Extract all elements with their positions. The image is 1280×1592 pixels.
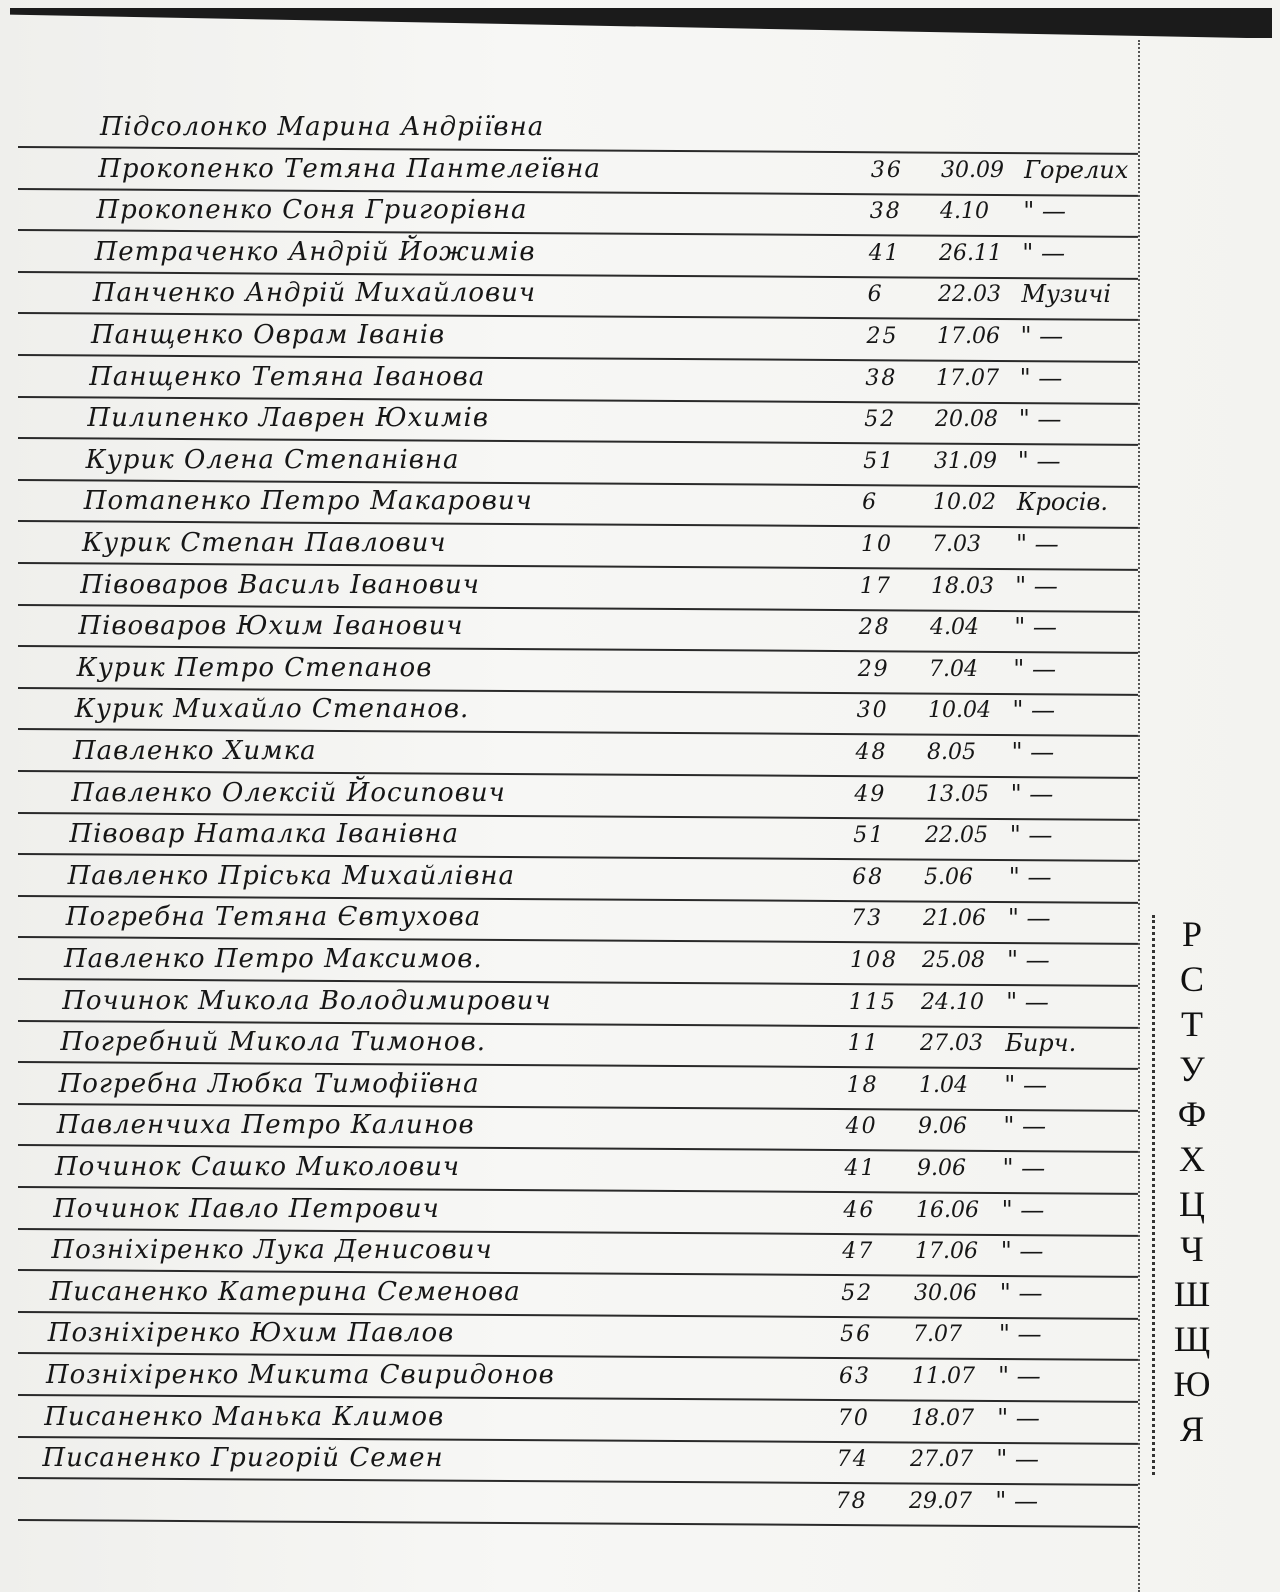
record-date: 4.10	[940, 199, 989, 225]
record-place: " —	[1007, 946, 1050, 974]
ledger-row	[0, 1318, 1160, 1352]
record-date: 22.05	[925, 823, 988, 849]
record-place: Бирч.	[1005, 1029, 1077, 1058]
person-name: Півоваров Василь Іванович	[80, 569, 480, 600]
record-number: 63	[839, 1364, 871, 1389]
ledger-row	[0, 195, 1160, 229]
index-tab-letter[interactable]: Ц	[1179, 1184, 1205, 1224]
record-place: " —	[1016, 530, 1059, 558]
person-name: Писаненко Катерина Семенова	[49, 1276, 521, 1307]
record-number: 56	[840, 1322, 873, 1348]
record-number: 51	[863, 448, 896, 474]
record-number: 52	[864, 407, 897, 433]
ledger-row	[0, 1402, 1160, 1436]
ledger-row	[0, 320, 1160, 354]
record-number: 30	[856, 698, 889, 724]
ledger-row	[0, 986, 1160, 1020]
record-number: 38	[865, 365, 898, 391]
record-date: 10.04	[928, 698, 991, 724]
ledger-row	[0, 819, 1160, 853]
person-name: Починок Павло Петрович	[53, 1193, 440, 1224]
record-date: 1.04	[919, 1072, 968, 1098]
record-place: " —	[1013, 654, 1056, 683]
record-date: 18.03	[931, 573, 994, 599]
person-name: Павленко Пріська Михайлівна	[67, 860, 515, 891]
ledger-row	[0, 570, 1160, 604]
record-place: " —	[1012, 696, 1056, 725]
index-tab-letter[interactable]: Р	[1181, 914, 1203, 954]
ledger-row	[0, 1027, 1160, 1061]
ledger-row	[0, 237, 1160, 271]
person-name: Позніхіренко Лука Денисович	[51, 1235, 493, 1266]
ledger-row	[0, 1235, 1160, 1269]
ledger-row	[0, 778, 1160, 812]
record-date: 30.09	[941, 157, 1004, 183]
record-date: 16.06	[916, 1197, 979, 1223]
record-date: 4.04	[930, 615, 979, 641]
record-number: 46	[843, 1197, 876, 1223]
record-number: 73	[851, 906, 884, 932]
ledger-row	[0, 278, 1160, 312]
record-date: 17.06	[915, 1239, 978, 1265]
record-place: " —	[1015, 571, 1058, 600]
record-place: " —	[1023, 197, 1066, 226]
record-number: 70	[837, 1405, 870, 1431]
person-name: Півовар Наталка Іванівна	[69, 819, 459, 850]
record-place: " —	[995, 1486, 1038, 1515]
record-place: Горелих	[1024, 155, 1129, 184]
ledger-row	[0, 653, 1160, 687]
person-name: Прокопенко Соня Григорівна	[96, 195, 528, 226]
index-tab-letter[interactable]: Ф	[1177, 1094, 1207, 1134]
person-name: Панченко Андрій Михайлович	[92, 278, 537, 309]
record-date: 30.06	[914, 1280, 977, 1306]
record-number: 49	[854, 781, 887, 807]
ledger-row	[0, 445, 1160, 479]
record-number: 51	[853, 823, 886, 849]
record-number: 17	[859, 573, 892, 599]
record-number: 74	[836, 1447, 869, 1473]
person-name: Погребний Микола Тимонов.	[60, 1027, 486, 1058]
top-rule	[10, 8, 1272, 38]
record-number: 10	[861, 532, 893, 557]
record-place: " —	[1003, 1112, 1047, 1141]
record-number: 40	[845, 1114, 878, 1140]
person-name: Півоваров Юхим Іванович	[78, 611, 464, 642]
record-date: 31.09	[934, 448, 997, 474]
index-tab-letter[interactable]: Щ	[1173, 1319, 1211, 1359]
record-place: " —	[1018, 405, 1062, 434]
index-tab-letter[interactable]: Х	[1179, 1139, 1205, 1179]
record-date: 27.07	[910, 1447, 973, 1473]
record-number: 18	[846, 1072, 879, 1098]
record-date: 20.08	[935, 407, 998, 433]
record-date: 5.06	[924, 864, 973, 890]
ledger-row	[0, 1485, 1160, 1519]
record-place: " —	[996, 1445, 1039, 1474]
ledger-row	[0, 902, 1160, 936]
record-date: 26.11	[939, 240, 1002, 266]
ledger-row	[0, 944, 1160, 978]
record-number: 6	[867, 282, 884, 308]
ledger-row	[0, 1443, 1160, 1477]
person-name: Погребна Тетяна Євтухова	[65, 902, 482, 933]
record-number: 6	[862, 490, 879, 516]
record-date: 9.06	[918, 1114, 967, 1140]
ledger-row	[0, 486, 1160, 520]
ledger-row	[0, 736, 1160, 770]
ledger-row	[0, 694, 1160, 728]
person-name: Панщенко Оврам Іванів	[91, 320, 446, 350]
index-tab-letter[interactable]: Ч	[1180, 1229, 1204, 1269]
record-place: " —	[1001, 1195, 1045, 1224]
record-date: 11.07	[912, 1364, 975, 1389]
ledger-row	[0, 1360, 1160, 1394]
index-tab-letter[interactable]: Ш	[1173, 1274, 1211, 1314]
record-date: 7.07	[913, 1322, 962, 1348]
person-name: Погребна Любка Тимофіївна	[58, 1068, 480, 1099]
record-number: 36	[870, 157, 903, 183]
index-tab-letter[interactable]: Я	[1179, 1409, 1204, 1449]
record-place: " —	[997, 1403, 1040, 1432]
person-name: Курик Степан Павлович	[82, 528, 447, 558]
ledger-row	[0, 861, 1160, 895]
ledger-row	[0, 112, 1160, 146]
person-name: Починок Сашко Миколович	[55, 1152, 461, 1182]
person-name: Курик Олена Степанівна	[85, 444, 460, 475]
record-date: 13.05	[926, 781, 989, 807]
record-date: 25.08	[922, 948, 985, 973]
record-date: 27.03	[920, 1031, 983, 1057]
ledger-row	[0, 1277, 1160, 1311]
record-number: 41	[868, 240, 901, 266]
record-date: 24.10	[921, 989, 984, 1015]
ledger-row	[0, 154, 1160, 188]
record-number: 38	[869, 199, 902, 225]
record-date: 9.06	[917, 1156, 966, 1181]
record-place: " —	[1020, 322, 1064, 350]
ledger-row	[0, 403, 1160, 437]
record-place: " —	[1014, 613, 1057, 642]
ledger-row	[0, 1069, 1160, 1103]
record-date: 21.06	[923, 906, 986, 932]
record-date: 18.07	[911, 1405, 974, 1431]
person-name: Починок Микола Володимирович	[62, 985, 552, 1016]
record-date: 10.02	[933, 490, 996, 516]
record-number: 108	[850, 948, 898, 973]
ruled-line	[18, 1519, 1138, 1528]
person-name: Петраченко Андрій Йожимів	[94, 236, 536, 267]
record-number: 52	[841, 1280, 874, 1306]
index-tab-letter[interactable]: Т	[1181, 1004, 1203, 1044]
index-tab-letter[interactable]: Ю	[1173, 1364, 1211, 1404]
ledger-row	[0, 362, 1160, 396]
record-place: " —	[1010, 779, 1054, 808]
record-place: " —	[1000, 1237, 1044, 1266]
person-name: Підсолонко Марина Андріївна	[100, 112, 545, 142]
person-name: Павленко Олексій Йосипович	[71, 777, 506, 808]
record-place: " —	[1004, 1070, 1047, 1099]
record-number: 78	[835, 1488, 868, 1514]
record-place: " —	[1022, 238, 1065, 267]
person-name: Позніхіренко Юхим Павлов	[47, 1318, 455, 1349]
record-date: 7.04	[929, 656, 978, 682]
person-name: Пилипенко Лаврен Юхимів	[87, 403, 490, 434]
record-date: 7.03	[932, 532, 981, 557]
record-number: 48	[855, 740, 888, 765]
person-name: Павленко Химка	[73, 736, 317, 766]
record-date: 17.06	[937, 324, 1000, 349]
record-date: 29.07	[909, 1488, 972, 1514]
record-place: " —	[1007, 904, 1051, 933]
record-place: " —	[1011, 738, 1055, 766]
ledger-row	[0, 1152, 1160, 1186]
index-tab-letter[interactable]: У	[1179, 1049, 1205, 1089]
record-number: 29	[857, 656, 890, 682]
record-place: " —	[999, 1278, 1043, 1307]
person-name: Панщенко Тетяна Іванова	[89, 361, 486, 392]
person-name: Курик Михайло Степанов.	[74, 694, 470, 725]
record-number: 25	[866, 324, 899, 349]
record-place: " —	[1008, 862, 1052, 891]
record-number: 28	[858, 615, 891, 641]
person-name: Писаненко Григорій Семен	[42, 1443, 444, 1474]
person-name: Курик Петро Степанов	[76, 652, 433, 683]
ledger-row	[0, 611, 1160, 645]
record-place: " —	[1006, 987, 1049, 1016]
record-place: " —	[1017, 446, 1061, 475]
record-number: 47	[842, 1239, 875, 1265]
person-name: Писаненко Манька Климов	[44, 1401, 445, 1432]
index-tab-letter[interactable]: С	[1179, 959, 1204, 999]
record-number: 11	[847, 1031, 880, 1057]
record-date: 17.07	[936, 365, 999, 391]
record-place: " —	[1019, 363, 1063, 392]
record-place: " —	[1002, 1154, 1046, 1182]
record-number: 41	[844, 1156, 877, 1181]
record-place: " —	[998, 1320, 1042, 1349]
person-name: Павленчиха Петро Калинов	[56, 1110, 475, 1141]
person-name: Потапенко Петро Макарович	[83, 486, 533, 517]
record-place: " —	[1009, 821, 1053, 850]
ledger-row	[0, 528, 1160, 562]
record-date: 22.03	[938, 282, 1001, 308]
ledger-row	[0, 1110, 1160, 1144]
record-number: 115	[848, 989, 897, 1015]
record-place: " —	[998, 1362, 1041, 1390]
record-place: Кросів.	[1016, 488, 1108, 517]
person-name: Позніхіренко Микита Свиридонов	[46, 1360, 555, 1390]
ledger-row	[0, 1194, 1160, 1228]
record-date: 8.05	[927, 740, 976, 765]
record-number: 68	[852, 864, 885, 890]
person-name: Прокопенко Тетяна Пантелеївна	[98, 153, 601, 184]
record-place: Музичі	[1021, 280, 1112, 309]
person-name: Павленко Петро Максимов.	[64, 944, 483, 974]
